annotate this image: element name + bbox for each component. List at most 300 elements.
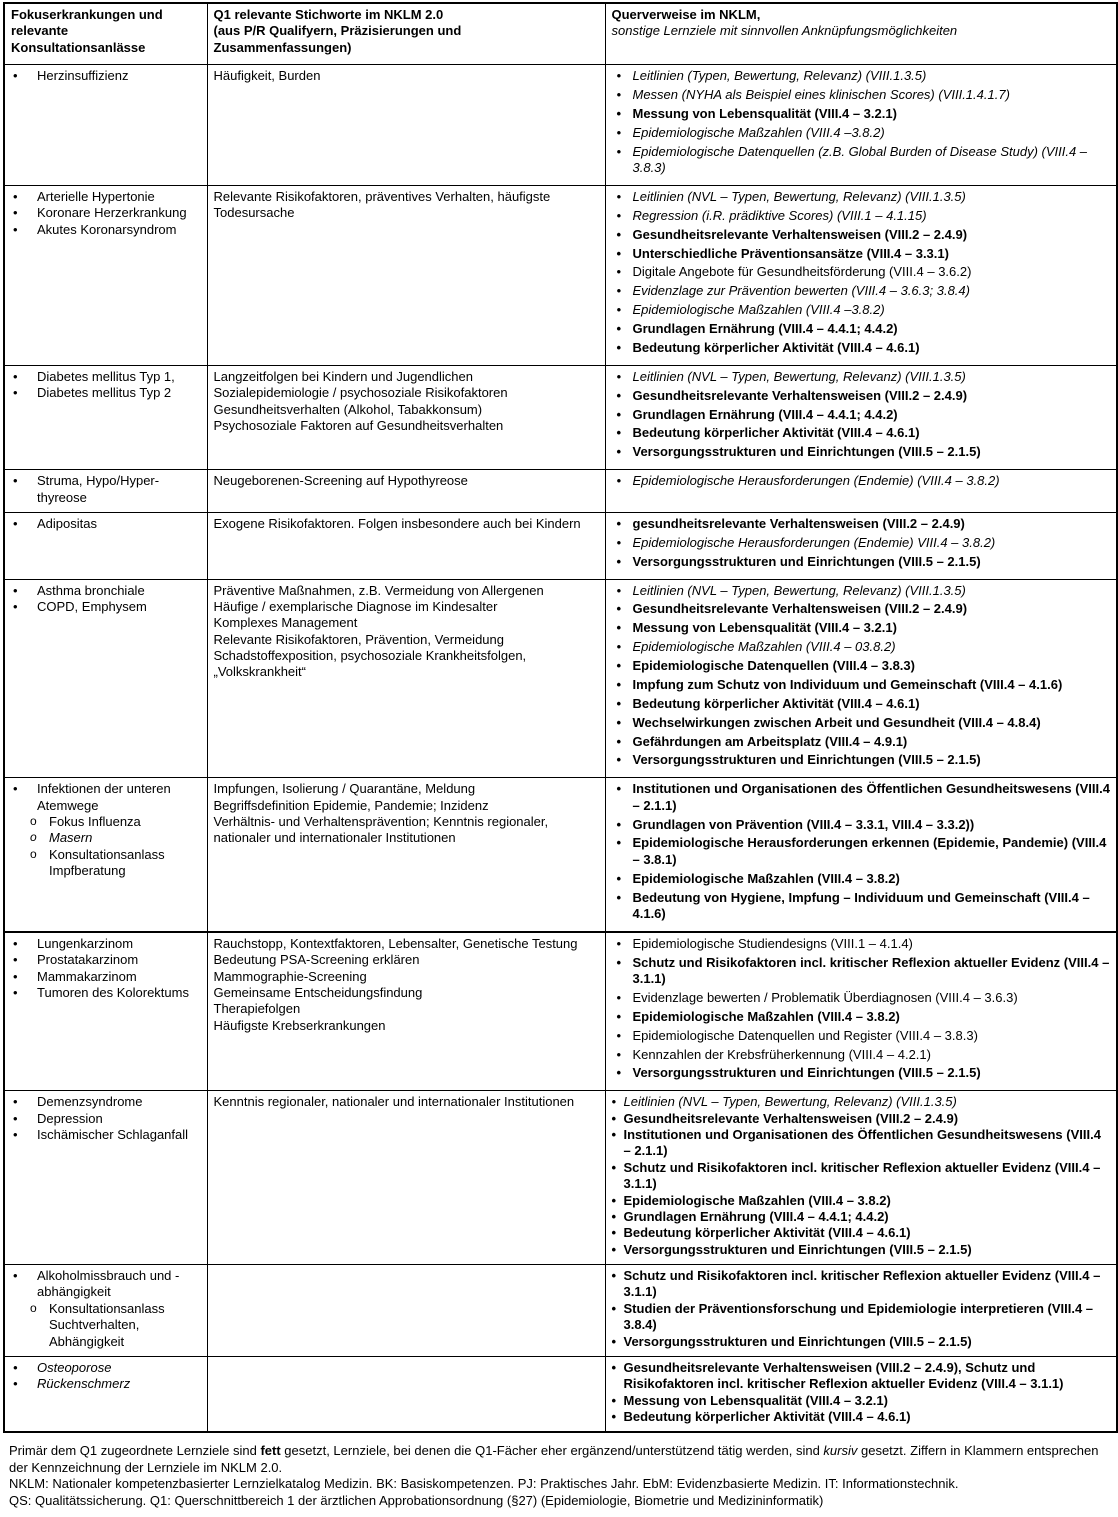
keyword-line: Gesundheitsverhalten (Alkohol, Tabakkonsum) <box>213 401 483 417</box>
crossref-label: Grundlagen Ernährung (VIII.4 – 4.4.1; 4.4.2) <box>623 1208 889 1224</box>
crossref-item <box>612 189 1111 205</box>
crossref-label: Epidemiologische Maßzahlen (VIII.4 –3.8.2) <box>632 124 885 140</box>
crossref-label: Epidemiologische Maßzahlen (VIII.4 – 3.8.2) <box>632 870 900 886</box>
crossref-label: Epidemiologische Datenquellen (z.B. Global Burden of Disease Study) (VIII.4 – 3.8.3) <box>632 143 1088 175</box>
bullet-icon: • <box>616 1008 622 1024</box>
bullet-icon: • <box>611 1241 617 1257</box>
bullet-icon: • <box>611 1159 617 1175</box>
keyword-line: Bedeutung PSA-Screening erklären <box>213 952 420 968</box>
bullet-icon: • <box>616 406 622 422</box>
crossref-item <box>612 677 1111 693</box>
disease-item <box>11 1376 201 1392</box>
bullet-icon: • <box>13 368 18 384</box>
footnote-segment: gesetzt, Lernziele, bei denen die Q1-Fächer eher ergänzend/unterstützend tätig werden, sind <box>280 1443 824 1459</box>
crossref-item <box>612 620 1111 636</box>
keyword-line: Mammographie-Screening <box>213 968 367 984</box>
bullet-icon: • <box>616 143 622 159</box>
bullet-icon: • <box>611 1300 617 1316</box>
crossref-label: gesundheitsrelevante Verhaltensweisen (VIII.2 – 2.4.9) <box>632 515 965 531</box>
keywords-cell <box>207 185 605 365</box>
crossref-label: Messung von Lebensqualität (VIII.4 – 3.2.1) <box>623 1392 888 1408</box>
crossref-item <box>612 246 1111 262</box>
crossref-label: Gesundheitsrelevante Verhaltensweisen (VIII.2 – 2.4.9) <box>623 1110 959 1126</box>
bullet-icon: • <box>616 620 622 636</box>
keyword-line: Gemeinsame Entscheidungsfindung <box>213 984 423 1000</box>
bullet-icon: • <box>611 1225 617 1241</box>
crossref-item <box>612 890 1111 923</box>
disease-label: Demenzsyndrome <box>37 1094 143 1110</box>
table-row <box>4 579 1117 778</box>
bullet-icon: • <box>13 188 18 204</box>
crossref-label: Institutionen und Organisationen des Öffentlichen Gesundheitswesens (VIII.4 – 2.1.1) <box>632 781 1110 813</box>
disease-label: Konsultationsanlass Impfberatung <box>49 846 165 879</box>
crossref-label: Bedeutung körperlicher Aktivität (VIII.4 – 4.6.1) <box>623 1225 911 1241</box>
footnotes-section <box>3 1433 1116 1517</box>
bullet-icon: • <box>616 339 622 355</box>
table-row <box>4 185 1117 365</box>
header-line: Q1 relevante Stichworte im NKLM 2.0 <box>213 7 444 22</box>
crossref-label: Bedeutung körperlicher Aktivität (VIII.4 – 4.6.1) <box>623 1409 911 1424</box>
bullet-icon: • <box>616 601 622 617</box>
disease-item <box>11 473 201 506</box>
bullet-icon: • <box>616 733 622 749</box>
disease-label: Mammakarzinom <box>37 968 137 984</box>
crossref-item <box>612 1334 1111 1350</box>
crossrefs-cell <box>605 1091 1117 1265</box>
crossref-item <box>612 125 1111 141</box>
bullet-icon: • <box>616 1065 622 1081</box>
crossref-label: Bedeutung körperlicher Aktivität (VIII.4 – 4.6.1) <box>632 425 920 441</box>
crossref-label: Leitlinien (NVL – Typen, Bewertung, Relevanz) (VIII.1.3.5) <box>623 1094 957 1110</box>
crossref-item <box>612 87 1111 103</box>
disease-label: Osteoporose <box>37 1359 112 1375</box>
diseases-cell <box>4 932 207 1091</box>
crossrefs-cell <box>605 512 1117 579</box>
disease-item <box>11 385 201 401</box>
bullet-icon: • <box>13 935 18 951</box>
bullet-icon: • <box>616 639 622 655</box>
keyword-line: Relevante Risikofaktoren, präventives Verhalten, häufigste Todesursache <box>213 188 551 221</box>
keyword-line: Häufigkeit, Burden <box>213 68 321 84</box>
keyword-line: Präventive Maßnahmen, z.B. Vermeidung von Allergenen <box>213 582 544 598</box>
disease-label: Alkoholmissbrauch und -abhängigkeit <box>37 1268 180 1300</box>
keywords-cell <box>207 1091 605 1265</box>
crossref-item <box>612 583 1111 599</box>
crossref-item <box>612 1094 1111 1110</box>
bullet-icon: • <box>616 87 622 102</box>
diseases-cell <box>4 1356 207 1432</box>
crossref-item <box>612 734 1111 750</box>
crossref-label: Impfung zum Schutz von Individuum und Gemeinschaft (VIII.4 – 4.1.6) <box>632 676 1063 692</box>
table-row <box>4 365 1117 469</box>
keyword-line: Exogene Risikofaktoren. Folgen insbesondere auch bei Kindern <box>213 515 581 531</box>
bullet-icon: • <box>13 984 18 1000</box>
crossref-label: Leitlinien (NVL – Typen, Bewertung, Relevanz) (VIII.1.3.5) <box>632 368 966 384</box>
disease-label: Arterielle Hypertonie <box>37 188 155 204</box>
disease-label: Koronare Herzerkrankung <box>37 205 187 221</box>
crossref-label: Gesundheitsrelevante Verhaltensweisen (VIII.2 – 2.4.9) <box>632 226 968 242</box>
bullet-icon: • <box>616 124 622 140</box>
disease-item <box>11 1268 201 1301</box>
bullet-icon: • <box>616 444 622 460</box>
disease-label: Masern <box>49 830 93 846</box>
crossref-item <box>612 106 1111 122</box>
crossref-label: Messen (NYHA als Beispiel eines klinischen Scores) (VIII.1.4.1.7) <box>632 87 1010 102</box>
disease-item <box>11 516 201 532</box>
table-row <box>4 932 1117 1091</box>
bullet-icon: • <box>616 68 622 84</box>
crossref-label: Epidemiologische Datenquellen (VIII.4 – 3.8.3) <box>632 658 915 673</box>
bullet-icon: • <box>13 515 18 531</box>
bullet-icon: • <box>616 473 622 489</box>
bullet-icon: • <box>13 205 18 221</box>
bullet-icon: • <box>13 1359 18 1375</box>
crossref-label: Epidemiologische Maßzahlen (VIII.4 –3.8.2) <box>632 302 885 318</box>
crossref-item <box>612 407 1111 423</box>
crossref-label: Messung von Lebensqualität (VIII.4 – 3.2.1) <box>632 620 897 636</box>
crossrefs-cell <box>605 1356 1117 1432</box>
crossref-label: Epidemiologische Herausforderungen erkennen (Epidemie, Pandemie) (VIII.4 – 3.8.1) <box>632 835 1107 867</box>
bullet-icon: • <box>611 1094 617 1110</box>
disease-item <box>11 830 201 846</box>
disease-label: Akutes Koronarsyndrom <box>37 221 177 237</box>
header-line: relevante <box>11 23 69 39</box>
bullet-icon: • <box>13 221 18 237</box>
diseases-cell <box>4 1091 207 1265</box>
bullet-icon: • <box>611 1268 617 1283</box>
bullet-icon: • <box>616 835 622 851</box>
bullet-icon: • <box>13 1376 18 1392</box>
crossref-label: Digitale Angebote für Gesundheitsförderung (VIII.4 – 3.6.2) <box>632 264 972 280</box>
bullet-icon: • <box>616 283 622 299</box>
disease-item <box>11 222 201 238</box>
diseases-cell <box>4 778 207 932</box>
disease-item <box>11 1360 201 1376</box>
crossref-item <box>612 990 1111 1006</box>
bullet-icon: • <box>616 954 622 970</box>
circle-bullet-icon: o <box>30 814 37 828</box>
bullet-icon: • <box>13 1127 18 1142</box>
crossref-item <box>612 321 1111 337</box>
disease-item <box>11 369 201 385</box>
crossref-label: Gesundheitsrelevante Verhaltensweisen (VIII.2 – 2.4.9) <box>632 601 968 617</box>
crossref-item <box>612 283 1111 299</box>
crossref-label: Versorgungsstrukturen und Einrichtungen (VIII.5 – 2.1.5) <box>632 1065 981 1081</box>
footnote-segment: gesetzt. Ziffern in Klammern entsprechen der Kennzeichnung der Lernziele im NKLM 2.0. <box>9 1443 1099 1475</box>
table-row <box>4 1356 1117 1432</box>
keyword-line: Psychosoziale Faktoren auf Gesundheitsverhalten <box>213 417 504 433</box>
crossref-item <box>612 1160 1111 1193</box>
disease-item <box>11 1301 201 1350</box>
disease-item <box>11 68 201 84</box>
bullet-icon: • <box>611 1192 617 1208</box>
crossref-item <box>612 781 1111 814</box>
crossref-label: Epidemiologische Herausforderungen (Endemie) (VIII.4 – 3.8.2) <box>632 473 1000 489</box>
keyword-line: Häufigste Krebserkrankungen <box>213 1017 386 1033</box>
bullet-icon: • <box>616 1027 622 1043</box>
bullet-icon: • <box>616 582 622 598</box>
bullet-icon: • <box>611 1392 617 1408</box>
disease-item <box>11 952 201 968</box>
bullet-icon: • <box>616 321 622 336</box>
crossrefs-cell <box>605 579 1117 778</box>
crossrefs-cell <box>605 932 1117 1091</box>
bullet-icon: • <box>616 1046 622 1062</box>
header-col-diseases <box>4 3 207 65</box>
keywords-cell <box>207 1265 605 1357</box>
header-line: Zusammenfassungen) <box>213 39 352 55</box>
crossref-item <box>612 1409 1111 1425</box>
crossref-label: Versorgungsstrukturen und Einrichtungen (VIII.5 – 2.1.5) <box>623 1241 972 1257</box>
header-line: (aus P/R Qualifyern, Präzisierungen und <box>213 23 462 39</box>
crossref-label: Messung von Lebensqualität (VIII.4 – 3.2.1) <box>632 105 897 121</box>
crossref-item <box>612 1360 1111 1393</box>
bullet-icon: • <box>616 302 622 318</box>
bullet-icon: • <box>616 695 622 711</box>
bullet-icon: • <box>616 515 622 531</box>
keyword-line: Rauchstopp, Kontextfaktoren, Lebensalter, Genetische Testung <box>213 935 578 951</box>
table-row <box>4 65 1117 186</box>
disease-label: Adipositas <box>37 515 97 531</box>
bullet-icon: • <box>616 658 622 673</box>
bullet-icon: • <box>13 1094 18 1110</box>
crossref-item <box>612 817 1111 833</box>
keywords-cell <box>207 470 605 513</box>
crossref-item <box>612 1209 1111 1225</box>
keywords-cell <box>207 365 605 469</box>
crossref-item <box>612 1193 1111 1209</box>
bullet-icon: • <box>611 1110 617 1126</box>
focus-diseases-nklm-table <box>3 2 1118 1433</box>
crossref-label: Epidemiologische Maßzahlen (VIII.4 – 03.8.2) <box>632 639 896 655</box>
header-line: Fokuserkrankungen und <box>11 7 163 22</box>
bullet-icon: • <box>616 264 622 280</box>
bullet-icon: • <box>616 534 622 550</box>
bullet-icon: • <box>611 1359 617 1375</box>
crossref-item <box>612 1047 1111 1063</box>
diseases-cell <box>4 470 207 513</box>
crossref-item <box>612 696 1111 712</box>
bullet-icon: • <box>616 935 622 951</box>
bullet-icon: • <box>13 1110 18 1126</box>
disease-item <box>11 847 201 880</box>
bullet-icon: • <box>616 870 622 886</box>
crossref-item <box>612 658 1111 674</box>
keyword-line: Impfungen, Isolierung / Quarantäne, Meldung <box>213 781 476 797</box>
crossref-item <box>612 68 1111 84</box>
diseases-cell <box>4 512 207 579</box>
keyword-line: Häufige / exemplarische Diagnose im Kindesalter <box>213 598 498 614</box>
crossref-label: Grundlagen von Prävention (VIII.4 – 3.3.1, VIII.4 – 3.3.2)) <box>632 816 975 832</box>
crossrefs-cell <box>605 470 1117 513</box>
crossref-item <box>612 715 1111 731</box>
crossref-label: Institutionen und Organisationen des Öffentlichen Gesundheitswesens (VIII.4 – 2.1.1) <box>623 1127 1101 1159</box>
crossref-label: Unterschiedliche Präventionsansätze (VIII.4 – 3.3.1) <box>632 245 949 261</box>
crossref-item <box>612 1065 1111 1081</box>
footnote-segment: Primär dem Q1 zugeordnete Lernziele sind <box>9 1443 261 1459</box>
diseases-cell <box>4 1265 207 1357</box>
bullet-icon: • <box>616 245 622 261</box>
disease-label: COPD, Emphysem <box>37 598 147 614</box>
crossref-label: Schutz und Risikofaktoren incl. kritischer Reflexion aktueller Evidenz (VIII.4 – 3.1.1) <box>623 1159 1101 1192</box>
keywords-cell <box>207 932 605 1091</box>
header-col-crossrefs <box>605 3 1117 65</box>
disease-item <box>11 205 201 221</box>
crossref-label: Epidemiologische Maßzahlen (VIII.4 – 3.8.2) <box>632 1008 900 1024</box>
crossrefs-cell <box>605 778 1117 932</box>
crossref-label: Schutz und Risikofaktoren incl. kritischer Reflexion aktueller Evidenz (VIII.4 – 3.1.1) <box>632 954 1110 986</box>
crossref-label: Bedeutung körperlicher Aktivität (VIII.4 – 4.6.1) <box>632 339 920 355</box>
keywords-cell <box>207 65 605 186</box>
disease-item <box>11 599 201 615</box>
crossref-label: Epidemiologische Studiendesigns (VIII.1 – 4.1.4) <box>632 935 913 951</box>
bullet-icon: • <box>616 207 622 223</box>
crossref-label: Versorgungsstrukturen und Einrichtungen (VIII.5 – 2.1.5) <box>632 553 981 569</box>
crossrefs-cell <box>605 1265 1117 1357</box>
keyword-line: Neugeborenen-Screening auf Hypothyreose <box>213 473 468 489</box>
keyword-line: Komplexes Management <box>213 615 358 631</box>
crossref-label: Epidemiologische Maßzahlen (VIII.4 – 3.8.2) <box>623 1192 891 1208</box>
bullet-icon: • <box>616 188 622 204</box>
crossref-label: Leitlinien (NVL – Typen, Bewertung, Relevanz) (VIII.1.3.5) <box>632 582 966 598</box>
keyword-line: Kenntnis regionaler, nationaler und internationaler Institutionen <box>213 1094 575 1110</box>
circle-bullet-icon: o <box>30 830 37 845</box>
bullet-icon: • <box>611 1208 617 1224</box>
crossref-item <box>612 639 1111 655</box>
footnote-segment: kursiv <box>823 1443 858 1459</box>
crossref-label: Epidemiologische Herausforderungen (Endemie) VIII.4 – 3.8.2) <box>632 534 996 550</box>
crossref-label: Grundlagen Ernährung (VIII.4 – 4.4.1; 4.4.2) <box>632 321 898 336</box>
disease-item <box>11 583 201 599</box>
crossrefs-cell <box>605 365 1117 469</box>
diseases-cell <box>4 65 207 186</box>
bullet-icon: • <box>616 425 622 441</box>
disease-item <box>11 969 201 985</box>
disease-label: Fokus Influenza <box>49 814 141 829</box>
keyword-line: Relevante Risikofaktoren, Prävention, Vermeidung Schadstoffexposition, psychosoziale Krankheitsfolgen, „Volkskrankheit“ <box>213 631 527 680</box>
crossref-label: Gesundheitsrelevante Verhaltensweisen (VIII.2 – 2.4.9) <box>632 387 968 403</box>
table-row <box>4 1265 1117 1357</box>
crossref-label: Versorgungsstrukturen und Einrichtungen (VIII.5 – 2.1.5) <box>623 1333 972 1349</box>
crossref-label: Evidenzlage bewerten / Problematik Überdiagnosen (VIII.4 – 3.6.3) <box>632 989 1018 1005</box>
disease-item <box>11 189 201 205</box>
crossref-item <box>612 955 1111 988</box>
diseases-cell <box>4 185 207 365</box>
bullet-icon: • <box>616 752 622 768</box>
crossref-item <box>612 473 1111 489</box>
disease-label: Konsultationsanlass Suchtverhalten, Abhängigkeit <box>49 1300 165 1349</box>
bullet-icon: • <box>616 387 622 403</box>
keywords-cell <box>207 579 605 778</box>
disease-label: Struma, Hypo/Hyper-thyreose <box>37 473 160 505</box>
disease-label: Prostatakarzinom <box>37 952 139 968</box>
bullet-icon: • <box>616 368 622 384</box>
disease-label: Diabetes mellitus Typ 2 <box>37 385 172 401</box>
crossref-item <box>612 444 1111 460</box>
disease-item <box>11 985 201 1001</box>
crossref-item <box>612 535 1111 551</box>
crossref-label: Wechselwirkungen zwischen Arbeit und Gesundheit (VIII.4 – 4.8.4) <box>632 714 1041 730</box>
crossref-item <box>612 1225 1111 1241</box>
crossref-item <box>612 1268 1111 1301</box>
crossref-item <box>612 1127 1111 1160</box>
bullet-icon: • <box>611 1409 617 1424</box>
bullet-icon: • <box>13 1268 18 1283</box>
footnote-abbreviations-1: NKLM: Nationaler kompetenzbasierter Lernzielkatalog Medizin. BK: Basiskompetenzen. PJ: Praktisches Jahr. EbM: Evidenzbasierte Medizin. IT: Informationstechnik. <box>9 1476 959 1492</box>
bullet-icon: • <box>13 582 18 598</box>
keyword-line: Langzeitfolgen bei Kindern und Jugendlichen <box>213 368 473 384</box>
crossref-item <box>612 227 1111 243</box>
keywords-cell <box>207 1356 605 1432</box>
disease-item <box>11 1127 201 1143</box>
keyword-line: Therapiefolgen <box>213 1001 301 1017</box>
bullet-icon: • <box>13 385 18 401</box>
crossref-item <box>612 1301 1111 1334</box>
header-crossrefs-subtitle: sonstige Lernziele mit sinnvollen Anknüpfungsmöglichkeiten <box>611 23 958 39</box>
bullet-icon: • <box>13 968 18 984</box>
circle-bullet-icon: o <box>30 1300 37 1315</box>
crossref-label: Grundlagen Ernährung (VIII.4 – 4.4.1; 4.4.2) <box>632 406 898 422</box>
crossref-label: Gesundheitsrelevante Verhaltensweisen (VIII.2 – 2.4.9), Schutz und Risikofaktoren incl. kritischer Reflexion aktueller Evidenz (VIII.4 – 3.1.1) <box>623 1359 1064 1392</box>
keyword-line: Sozialepidemiologie / psychosoziale Risikofaktoren <box>213 385 508 401</box>
bullet-icon: • <box>616 781 622 797</box>
bullet-icon: • <box>13 473 18 489</box>
disease-label: Asthma bronchiale <box>37 582 145 598</box>
disease-item <box>11 814 201 830</box>
bullet-icon: • <box>616 989 622 1005</box>
crossref-label: Versorgungsstrukturen und Einrichtungen (VIII.5 – 2.1.5) <box>632 752 981 768</box>
crossref-item <box>612 1009 1111 1025</box>
table-header-row <box>4 3 1117 65</box>
crossref-item <box>612 425 1111 441</box>
bullet-icon: • <box>616 714 622 730</box>
footnote-legend <box>9 1443 1110 1476</box>
crossref-item <box>612 752 1111 768</box>
crossref-item <box>612 264 1111 280</box>
crossref-label: Bedeutung körperlicher Aktivität (VIII.4 – 4.6.1) <box>632 695 920 711</box>
crossref-label: Evidenzlage zur Prävention bewerten (VIII.4 – 3.6.3; 3.8.4) <box>632 283 970 299</box>
bullet-icon: • <box>616 676 622 692</box>
crossref-label: Versorgungsstrukturen und Einrichtungen (VIII.5 – 2.1.5) <box>632 444 981 460</box>
disease-label: Ischämischer Schlaganfall <box>37 1127 189 1142</box>
bullet-icon: • <box>611 1333 617 1349</box>
crossref-item <box>612 388 1111 404</box>
disease-label: Depression <box>37 1110 103 1126</box>
disease-label: Infektionen der unteren Atemwege <box>37 781 171 813</box>
crossref-label: Epidemiologische Datenquellen und Register (VIII.4 – 3.8.3) <box>632 1027 978 1043</box>
disease-label: Diabetes mellitus Typ 1, <box>37 368 175 384</box>
crossref-item <box>612 936 1111 952</box>
crossref-item <box>612 1111 1111 1127</box>
table-row <box>4 512 1117 579</box>
bullet-icon: • <box>13 68 18 84</box>
crossrefs-cell <box>605 185 1117 365</box>
crossref-item <box>612 835 1111 868</box>
header-line: Konsultationsanlässe <box>11 39 146 55</box>
table-body <box>4 65 1117 1433</box>
keyword-line: Verhältnis- und Verhaltensprävention; Kenntnis regionaler, nationaler und internationaler Institutionen <box>213 814 549 846</box>
crossref-label: Leitlinien (Typen, Bewertung, Relevanz) (VIII.1.3.5) <box>632 68 927 84</box>
disease-label: Tumoren des Kolorektums <box>37 984 189 1000</box>
header-col-keywords <box>207 3 605 65</box>
bullet-icon: • <box>13 952 18 968</box>
crossref-item <box>612 1393 1111 1409</box>
disease-label: Lungenkarzinom <box>37 935 134 951</box>
crossref-item <box>612 144 1111 177</box>
diseases-cell <box>4 365 207 469</box>
bullet-icon: • <box>616 553 622 569</box>
disease-item <box>11 1111 201 1127</box>
